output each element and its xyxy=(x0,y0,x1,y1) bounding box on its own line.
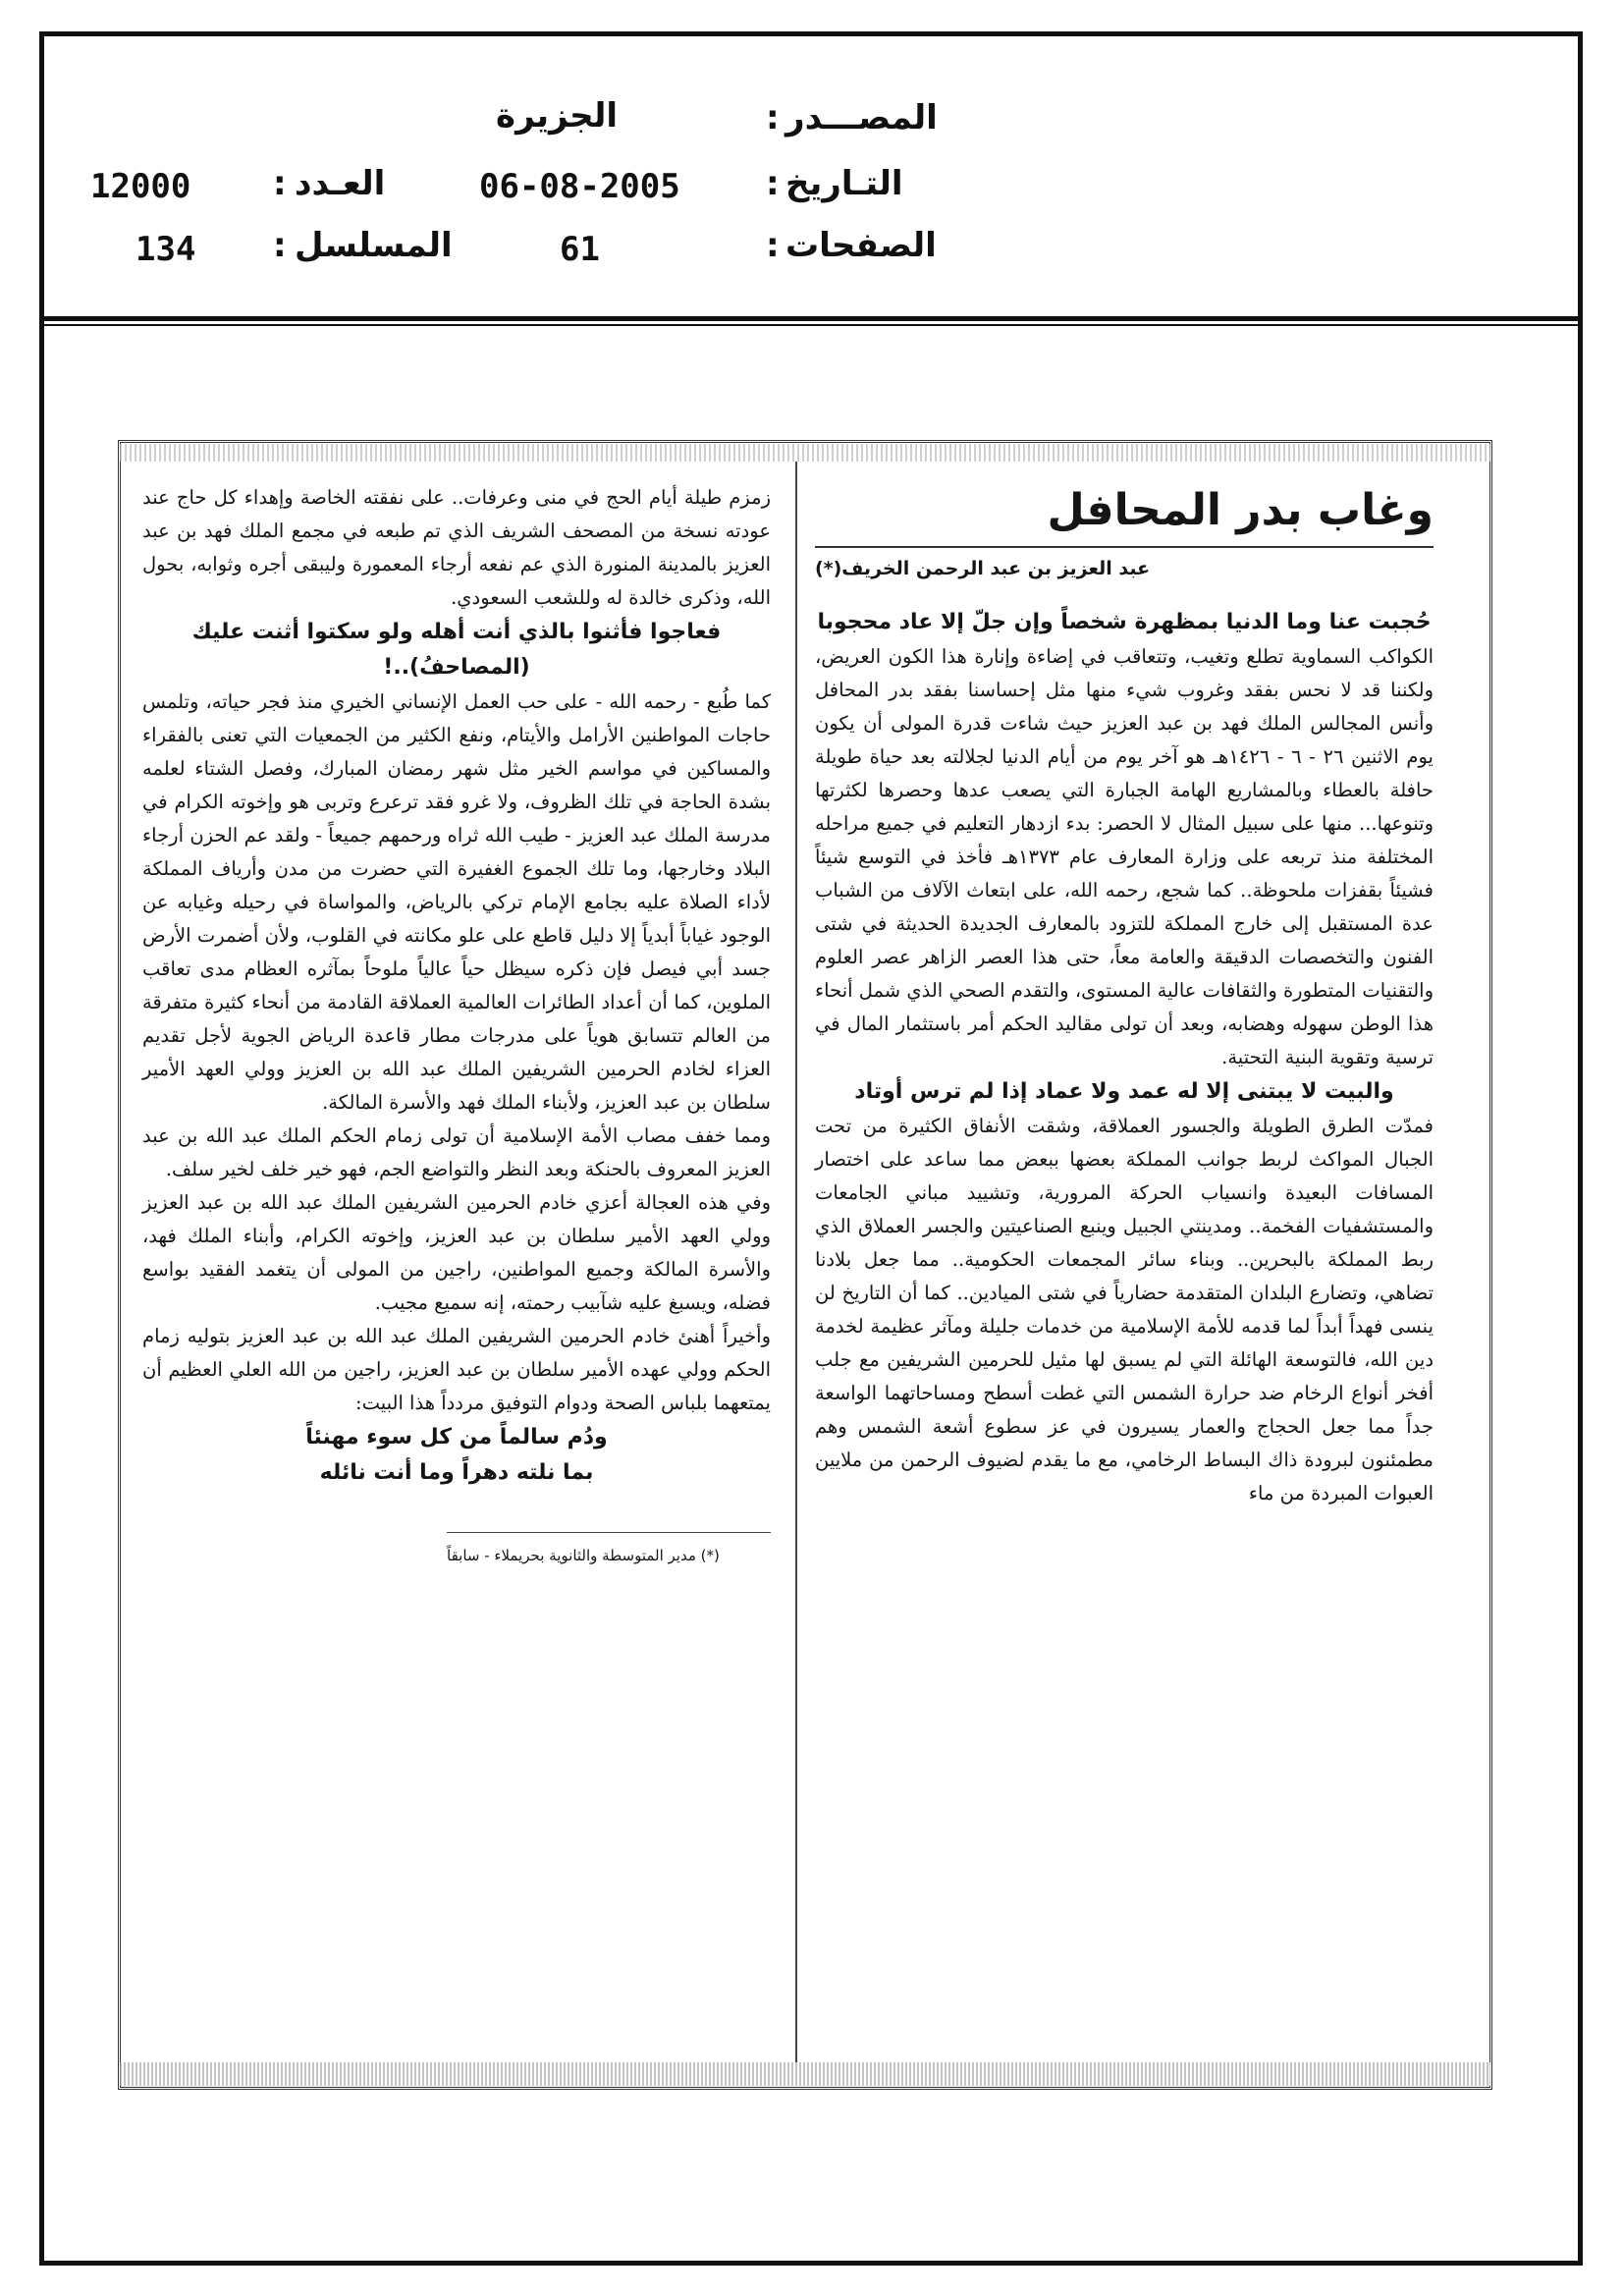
closing-verse-line-1: ودُم سالماً من كل سوء مهنئاً xyxy=(305,1425,608,1449)
paragraph: ومما خفف مصاب الأمة الإسلامية أن تولى زمام الحكم الملك عبد الله بن عبد العزيز المعروف بالحنكة وبعد النظر والتواضع الجم، فهو خير خلف لخير سلف. xyxy=(142,1124,771,1180)
paragraph: كما طُبع - رحمه الله - على حب العمل الإنساني الخيري منذ فجر حياته، وتلمس حاجات المواطنين الأرامل والأيتام، ونفع الكثير من الجمعيات التي تعنى بالفقراء والمساكين في مواسم الخير مثل شهر رمضان المبارك، وفصل الشتاء لعلمه بشدة الحاجة في تلك الظروف، ولا غرو فقد ترعرع وتربى هو وإخوته الكرام في مدرسة الملك عبد العزيز - طيب الله ثراه ورحمهم جميعاً - ولقد عم الحزن أرجاء البلاد وخارجها، وما تلك الجموع الغفيرة التي حضرت من مدن وأرياف المملكة لأداء الصلاة عليه بجامع الإمام تركي بالرياض، والمواساة في رحيله وغيابه عن الوجود غياباً أبدياً إلا دليل قاطع على علو مكانته في القلوب، ولأن أضمرت الأرض جسد أبي فيصل فإن ذكره سيظل حياً عالياً ملوحاً بمآثره العظام مدى تعاقب الملوين، كما أن أعداد الطائرات العالمية العملاقة القادمة من أنحاء كثيرة متفرقة من العالم تتسابق هوياً على مدرجات مطار قاعدة الرياض الجوية لأجل تقديم العزاء لخادم الحرمين الشريفين الملك عبد الله بن العزيز وولي العهد الأمير سلطان بن عبد العزيز، ولأبناء الملك فهد والأسرة المالكة. xyxy=(142,690,771,1114)
opening-verse: حُجبت عنا وما الدنيا بمظهرة شخصاً وإن جلّ إلا عاد محجوبا xyxy=(817,610,1432,634)
serial-value: 134 xyxy=(135,230,196,269)
source-value: الجزيرة xyxy=(496,96,619,136)
article-right-column xyxy=(815,481,1434,1510)
header-divider xyxy=(44,316,1578,321)
issue-colon: : xyxy=(273,164,287,203)
paragraph: وفي هذه العجالة أعزي خادم الحرمين الشريفين الملك عبد الله بن عبد العزيز وولي العهد الأمير سلطان بن عبد العزيز، وإخوته الكرام، وأبناء الملك فهد، والأسرة المالكة وجميع المواطنين، راجين من المولى أن يتغمد الفقيد بواسع فضله، ويسبغ عليه شآبيب رحمته، إنه سميع مجيب. xyxy=(142,1191,771,1314)
issue-label: العـدد xyxy=(295,164,386,203)
pages-label: الصفحات xyxy=(785,226,937,265)
clipping-bottom-edge xyxy=(120,2062,1490,2086)
article-byline: عبد العزيز بن عبد الرحمن الخريف(*) xyxy=(815,546,1434,585)
source-label: المصـــدر xyxy=(785,98,938,137)
pages-colon: : xyxy=(766,226,780,265)
pages-value: 61 xyxy=(560,230,600,269)
paragraph: زمزم طيلة أيام الحج في منى وعرفات.. على نفقته الخاصة وإهداء كل حاج عند عودته نسخة من المصحف الشريف الذي تم طبعه في مجمع الملك فهد بن عبد العزيز بالمدينة المنورة الذي عم نفعه أرجاء المعمورة وليبقى أجره وثوابه، بحول الله، وذكرى خالدة له وللشعب السعودي. xyxy=(142,486,771,609)
serial-colon: : xyxy=(273,226,287,265)
date-value: 06-08-2005 xyxy=(479,167,680,206)
closing-verse-line-2: بما نلته دهراً وما أنت نائله xyxy=(319,1460,594,1485)
article-title: وغاب بدر المحافل xyxy=(1047,485,1434,535)
header-divider-thin xyxy=(44,324,1578,326)
source-colon: : xyxy=(766,98,780,137)
serial-label: المسلسل xyxy=(295,226,453,265)
column-divider xyxy=(795,462,797,2062)
paragraph: فمدّت الطرق الطويلة والجسور العملاقة، وشقت الأنفاق الكثيرة من تحت الجبال المواكث لربط جوانب المملكة بعضها ببعض مما ساعد على اختصار المسافات البعيدة وانسياب الحركة المرورية، وتشييد مباني الجامعات والمستشفيات الفخمة.. ومدينتي الجبيل وينبع الصناعيتين والجسر العملاق الذي ربط المملكة بالبحرين.. وبناء سائر المجمعات الحكومية.. مما جعل بلادنا تضاهي، وتضارع البلدان المتقدمة حضارياً في شتى الميادين.. كما أن التاريخ لن ينسى فهداً أبداً لما قدمه للأمة الإسلامية من خدمات جليلة ومآثر عظيمة لخدمة دين الله، فالتوسعة الهائلة التي لم يسبق لها مثيل للحرمين الشريفين مع جلب أفخر أنواع الرخام ضد حرارة الشمس التي غطت أسطح ومساحاتهما الواسعة جداً مما جعل الحجاج والعمار يسيرون في عز سطوع أشعة الشمس وهم مطمئنون لبرودة ذاك البساط الرخامي، مع ما يقدم لضيوف الرحمن من ملايين العبوات المبردة من ماء xyxy=(815,1115,1434,1504)
date-colon: : xyxy=(766,164,780,203)
verse: فعاجوا فأثنوا بالذي أنت أهله ولو سكتوا أثنت عليك (المصاحفُ)..! xyxy=(191,620,722,680)
date-label: التـاريخ xyxy=(785,164,903,203)
author-footnote: (*) مدير المتوسطة والثانوية بحريملاء - سابقاً xyxy=(447,1532,771,1572)
issue-value: 12000 xyxy=(90,167,191,206)
clipping-top-edge xyxy=(120,444,1490,462)
paragraph: وأخيراً أهنئ خادم الحرمين الشريفين الملك عبد الله بن عبد العزيز بتوليه زمام الحكم وولي عهده الأمير سلطان بن عبد العزيز، راجين من الله العلي العظيم أن يمتعهما بلباس الصحة ودوام التوفيق مردداً هذا البيت: xyxy=(142,1325,771,1414)
article-left-column xyxy=(142,481,771,1572)
paragraph: الكواكب السماوية تطلع وتغيب، وتتعاقب في إضاءة وإنارة هذا الكون العريض، ولكننا قد لا نحس بفقد وغروب شيء منها مثل إحساسنا بفقد بدر المحافل وأنس المجالس الملك فهد بن عبد العزيز حيث شاءت قدرة المولى أن يكون يوم الاثنين ٢٦ - ٦ - ١٤٢٦هـ هو آخر يوم من أيام الدنيا لجلالته بعد حياة طويلة حافلة بالعطاء وبالمشاريع الهامة الجبارة التي يصعب عدها وحصرها لكثرتها وتنوعها... منها على سبيل المثال لا الحصر: بدء ازدهار التعليم في جميع مراحله المختلفة منذ تربعه على وزارة المعارف عام ١٣٧٣هـ فأخذ في التوسع شيئاً فشيئاً بقفزات ملحوظة.. كما شجع، رحمه الله، على ابتعاث الآلاف من الشباب عدة المستقبل إلى خارج المملكة للتزود بالمعارف الجديدة الحديثة في شتى الفنون والتخصصات الدقيقة والعامة معاً، حتى هذا العصر الزاهر عصر العلوم والتقنيات المتطورة والثقافات عالية المستوى، والتقدم الصحي الذي شمل أنحاء هذا الوطن سهوله وهضابه، وبعد أن تولى مقاليد الحكم أمر باستثمار المال في ترسية وتقوية البنية التحتية. xyxy=(815,645,1434,1068)
verse: والبيت لا يبتنى إلا له عمد ولا عماد إذا لم ترس أوتاد xyxy=(854,1079,1394,1104)
